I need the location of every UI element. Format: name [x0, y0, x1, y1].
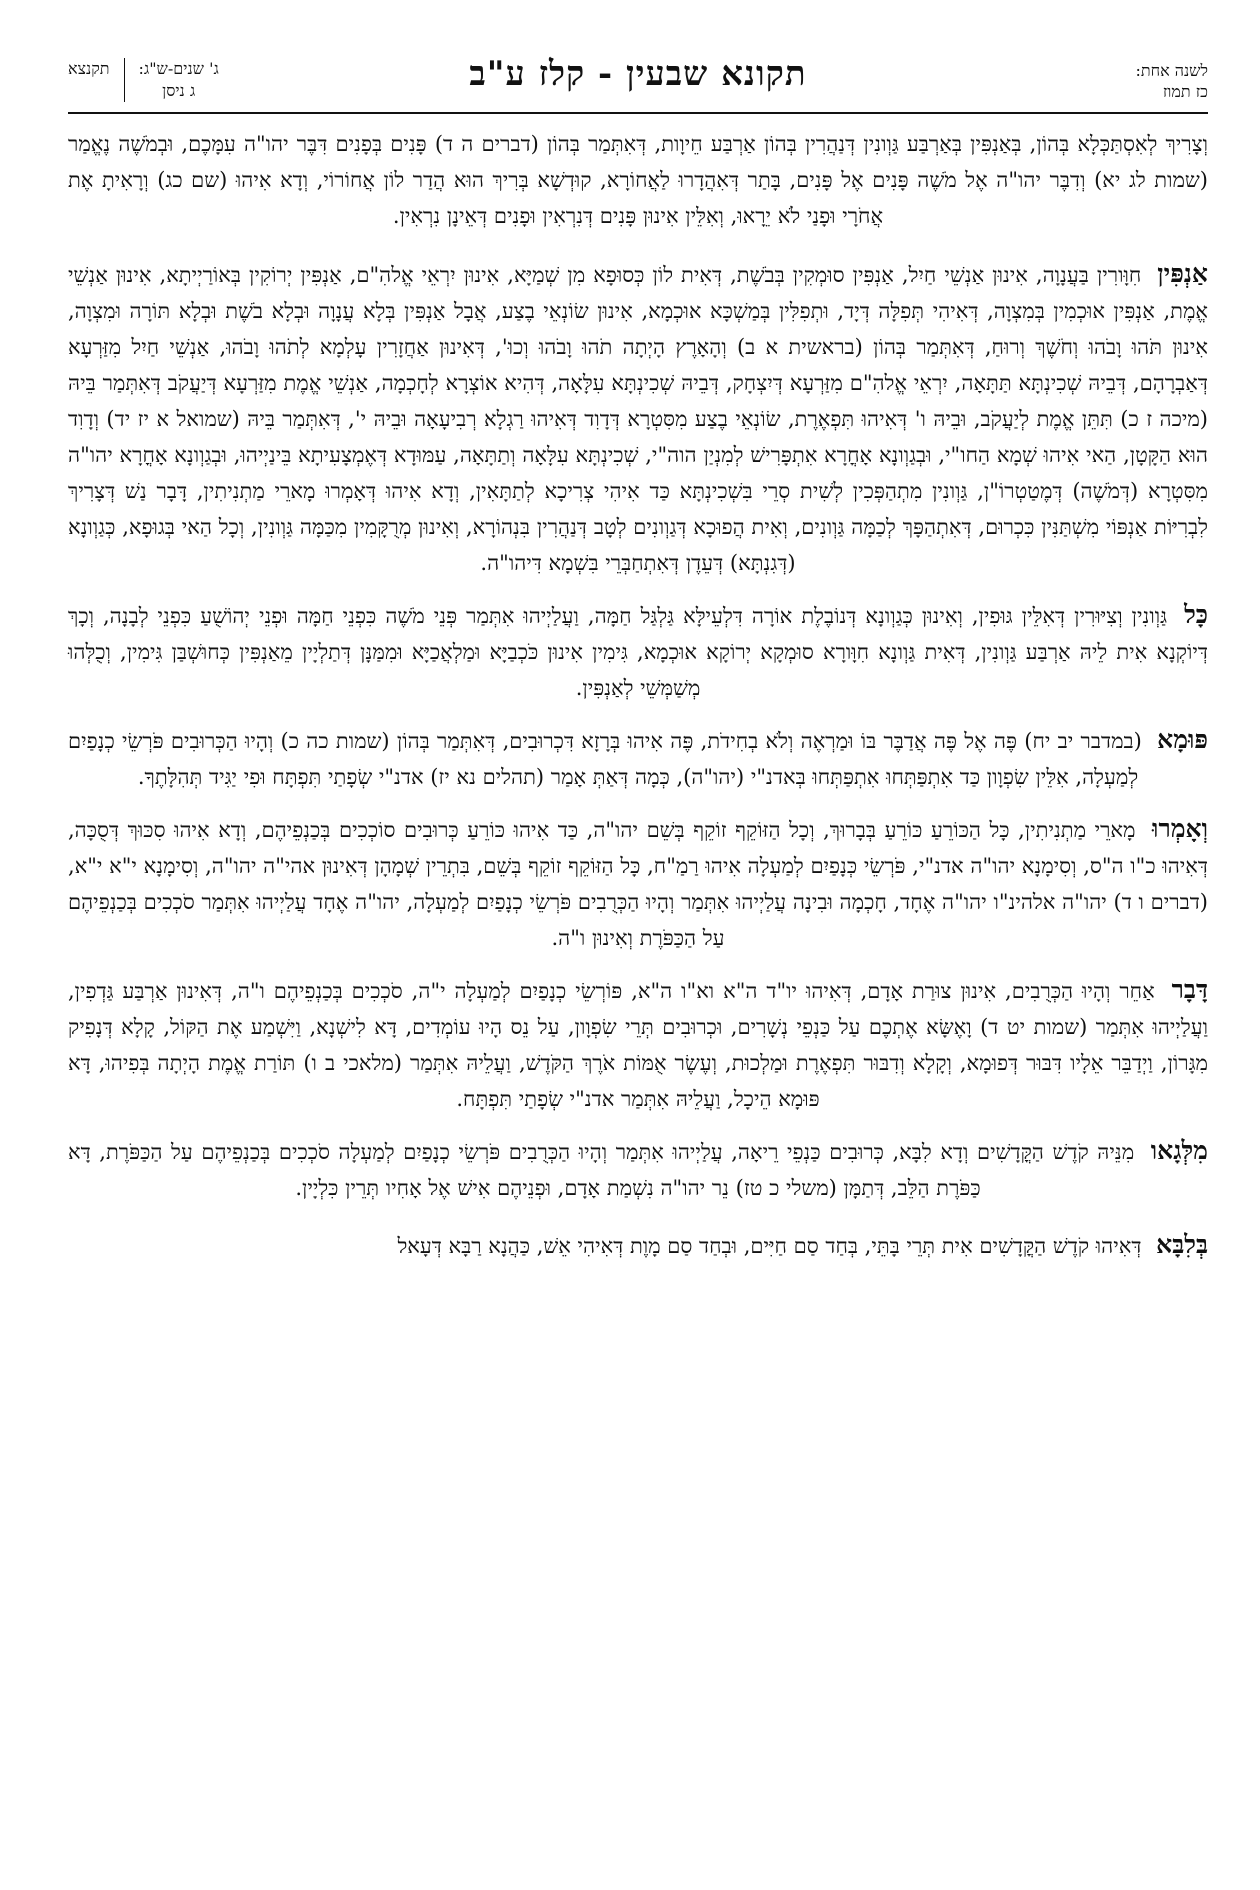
paragraph-lead-word: דָּבָר: [1171, 975, 1208, 1004]
header-left-col1: [139, 58, 219, 102]
paragraph-lead-word: וְאָמְרוּ: [1152, 814, 1208, 843]
header-left-col1-line2: ג ניסן: [162, 81, 196, 100]
paragraph-text: דְּאִיהוּ קֹדֶשׁ הַקֳּדָשִׁים אִית תְּרֵי בָּתֵּי, בְּחַד סַם חַיִּים, וּבְחַד סַם מָוֶת דְּאִיהִי אֵשׁ, כַּהֲנָא רַבָּא דְּעָאל: [397, 1234, 1142, 1258]
header-right-line2: כז תמוז: [1162, 82, 1208, 101]
header-left-col2-line1: תקנצא: [68, 59, 110, 78]
paragraph-lead-word: אַנְפִּין: [1157, 259, 1208, 288]
header-left-col2: [68, 58, 110, 102]
paragraph-6: [68, 972, 1208, 1117]
paragraph-lead-word: בְּלִבָּא: [1156, 1230, 1208, 1259]
paragraph-lead-word: פּוּמָא: [1157, 725, 1209, 754]
paragraph-lead-word: כָּל: [1184, 600, 1208, 629]
paragraph-3: [68, 597, 1208, 706]
paragraph-text: מִנֵּיהּ קֹדֶשׁ הַקֳּדָשִׁים וְדָא לִבָּא, כְּרוּבִים כַּנְפֵי רֵיאָה, עֲלַיְיהוּ אִתְּמַר וְהָיוּ הַכְּרֻבִים פֹּרְשֵׂי כְנָפַיִם לְמַעְלָה סֹכְכִים בְּכַנְפֵיהֶם עַל הַכַּפֹּרֶת, דָּא כַּפֹּרֶת הַלֵּב, דְּתַמָּן (משלי כ טז) נֵר יהו"ה נִשְׁמַת אָדָם, וּפְנֵיהֶם אִישׁ אֶל אָחִיו תְּרֵין כִּלְיָין.: [68, 1140, 1135, 1200]
paragraph-text: אַחֵר וְהָיוּ הַכְּרֻבִים, אִינוּן צוּרַת אָדָם, דְּאִיהוּ יו"ד ה"א וא"ו ה"א, פּוֹרְשֵׂי כְנָפַיִם לְמַעְלָה י"ה, סֹכְכִים בְּכַנְפֵיהֶם ו"ה, דְּאִינוּן אַרְבַּע גַּדְפִין, וַעֲלַיְיהוּ אִתְּמַר (שמות יט ד) וָאֶשָּׂא אֶתְכֶם עַל כַּנְפֵי נְשָׁרִים, וּכְרוּבִים תְּרֵי שִׂפְוָון, עַל נֵס הָיוּ עוֹמְדִים, דָּא לִישְׁנָא, וַיִּשְׁמַע אֶת הַקּוֹל, קָלָא דְּנָפִיק מִגָּרוֹן, וַיְדַבֵּר אֵלָיו דִּבּוּר דְּפוּמָא, וְקָלָא וְדִבּוּר תִּפְאֶרֶת וּמַלְכוּת, וְעֶשֶׂר אֻמּוֹת אֹרֶךְ הַקֹּדֶשׁ, וַעֲלֵיהּ אִתְּמַר (מלאכי ב ו) תּוֹרַת אֱמֶת הָיְתָה בְּפִיהוּ, דָּא פּוּמָא הֵיכָל, וַעֲלֵיהּ אִתְּמַר אדנ"י שְׂפָתַי תִּפְתָּח.: [68, 979, 1208, 1111]
paragraph-text: מָארֵי מַתְנִיתִין, כָּל הַכּוֹרֵעַ כּוֹרֵעַ בְּבָרוּךְ, וְכָל הַזּוֹקֵף זוֹקֵף בְּשֵׁם יהו"ה, כַּד אִיהוּ כּוֹרֵעַ כְּרוּבִים סוֹכְכִים בְּכַנְפֵיהֶם, וְדָא אִיהוּ סִכּוּךְ דְּסֻכָּה, דְּאִיהוּ כ"ו ה"ס, וְסִימָנָא יהו"ה אדנ"י, פֹּרְשֵׂי כְּנָפַיִם לְמַעְלָה אִיהוּ רַמַ"ח, כָּל הַזּוֹקֵף זוֹקֵף בְּשֵׁם, בִּתְרֵין שְׁמָהָן דְּאִינוּן אהי"ה יהו"ה, וְסִימָנָא י"א י"א, (דברים ו ד) יהו"ה אלהינ"ו יהו"ה אֶחָד, חָכְמָה וּבִינָה עֲלַיְיהוּ אִתְּמַר וְהָיוּ הַכְּרֻבִים פֹּרְשֵׂי כְנָפַיִם לְמַעְלָה, יהו"ה אֶחָד עֲלַיְיהוּ אִתְּמַר סֹכְכִים בְּכַנְפֵיהֶם עַל הַכַּפֹּרֶת וְאִינוּן ו"ה.: [68, 818, 1208, 950]
paragraph-lead-word: מִלְּגָאו: [1150, 1136, 1208, 1165]
main-text: [68, 126, 1208, 1264]
page-header: [68, 52, 1208, 114]
paragraph-text: גַּוְונִין וְצִיּוּרִין דְּאִלֵּין גּוּפִין, וְאִינוּן כְּגַוְונָא דְּנוֹבֶלֶת אוֹרָה דִּלְעֵילָּא גַּלְגַּל חַמָּה, וַעֲלַיְיהוּ אִתְּמַר פְּנֵי מֹשֶׁה כִּפְנֵי חַמָּה וּפְנֵי יְהוֹשֻׁעַ כִּפְנֵי לְבָנָה, וְכָךְ דְּיוֹקְנָא אִית לֵיהּ אַרְבַּע גַּוְונִין, דְּאִית גַּוְונָא חִוָּורָא סוּמְקָא יְרוֹקָא אוּכְמָא, גִּימִין אִינוּן כֹּכְבַיָּא וּמַלְאֲכַיָּא וּמִמַּנָּן דְּתַלְיָין מֵאַנְפִּין כְּחוּשְׁבַּן גִּימִין, וְכֻלְּהוּ מְשַׁמְּשֵׁי לְאַנְפִּין.: [68, 604, 1208, 700]
header-left-info: [68, 58, 219, 102]
paragraph-2: [68, 256, 1208, 581]
header-right-line1: לשנה אחת:: [1135, 61, 1208, 80]
paragraph-4: [68, 722, 1208, 795]
paragraph-1: [68, 126, 1208, 234]
paragraph-text: (במדבר יב יח) פֶּה אֶל פֶּה אֲדַבֶּר בּוֹ וּמַרְאֶה וְלֹא בְחִידֹת, פֶּה אִיהוּ בְּרָזָא דִּכְרוּבִים, דְּאִתְּמַר בְּהוֹן (שמות כה כ) וְהָיוּ הַכְּרוּבִים פֹּרְשֵׂי כְנָפַיִם לְמַעְלָה, אִלֵּין שִׂפְוָון כַּד אִתְפַּתְּחוּ אִתְפַּתְּחוּ בְּאדנ"י (יהו"ה), כְּמָה דְּאַתְּ אָמַר (תהלים נא יז) אדנ"י שְׂפָתַי תִּפְתָּח וּפִי יַגִּיד תְּהִלָּתֶךָ.: [68, 729, 1142, 789]
page: [68, 52, 1208, 1285]
header-divider: [124, 58, 125, 102]
header-left-col1-line1: ג' שנים-ש"ג:: [138, 59, 219, 78]
paragraph-8: [68, 1227, 1208, 1264]
paragraph-text: חִוָּורִין בַּעֲנָוָה, אִינוּן אַנְשֵׁי חַיִל, אַנְפִּין סוּמְקִין בְּבֹשֶׁת, דְּאִית לוֹן כְּסוּפָא מִן שְׁמַיָּא, אִינוּן יִרְאֵי אֱלהִ"ם, אַנְפִּין יְרוֹקִין בְּאוֹרַיְיתָא, אִינוּן אַנְשֵׁי אֱמֶת, אַנְפִּין אוּכְמִין בְּמִצְוָה, דְּאִיהִי תְּפִלָּה דְּיָד, וּתְפִלִּין בְּמַשְׁכָּא אוּכְמָא, אִינוּן שׂוֹנְאֵי בֶצַע, אֲבָל אַנְפִּין בְּלָא עֲנָוָה וּבְלָא בֹשֶׁת וּבְלָא תּוֹרָה וּמִצְוָה, אִינוּן תֹּהוּ וָבֹהוּ וְחֹשֶׁךְ וְרוּחַ, דְּאִתְּמַר בְּהוֹן (בראשית א ב) וְהָאָרֶץ הָיְתָה תֹהוּ וָבֹהוּ וְכוּ', דְּאִינוּן אַחֲזָרִין עָלְמָא לְתֹהוּ וָבֹהוּ, אַנְשֵׁי חַיִל מִזַּרְעָא דְּאַבְרָהָם, דְּבֵיהּ שְׁכִינְתָּא תַּתָּאָה, יִרְאֵי אֱלהִ"ם מִזַּרְעָא דְּיִצְחָק, דְּבֵיהּ שְׁכִינְתָּא עִלָּאָה, דְּהִיא אוֹצְרָא לְחָכְמָה, אַנְשֵׁי אֱמֶת מִזַּרְעָא דְּיַעֲקֹב דְּאִתְּמַר בֵּיהּ (מיכה ז כ) תִּתֵּן אֱמֶת לְיַעֲקֹב, וּבֵיהּ ו' דְּאִיהוּ תִּפְאֶרֶת, שׂוֹנְאֵי בֶצַע מִסִּטְרָא דְּדָוִד דְּאִיהוּ רַגְלָא רְבִיעָאָה וּבֵיהּ י', דְּאִתְּמַר בֵּיהּ (שמואל א יז יד) וְדָוִד הוּא הַקָּטָן, הַאי אִיהוּ שְׁמָא הַחו"י, וּבְגַוְונָא אָחֳרָא אִתְפָּרִישׁ לְמִנְיַן הוה"י, שְׁכִינְתָּא עִלָּאָה וְתַתָּאָה, עַמּוּדָא דְּאֶמְצָעִיתָא בֵּינַיְיהוּ, וּבְגַוְונָא אָחֳרָא יהו"ה מִסִּטְרָא (דְּמֹשֶׁה) דְּמֶטַטְרוֹ"ן, גַּוְונִין מִתְהַפְּכִין לְשִׁית סְרֵי בִּשְׁכִינְתָּא כַּד אִיהִי צְרִיכָא לְתַתָּאִין, וְדָא אִיהוּ דְּאָמְרוּ מָארֵי מַתְנִיתִין, דָּבָר נַשׁ דְּצָרִיךְ לִבְרִיּוֹת אַנְפּוֹי מִשְׁתַּנִּין כִּכְרוּם, דְּאִתְהַפָּךְ לְכַמָּה גַּוְונִים, וְאִית הֲפוּכָא דְּגַוְונִים לְטָב דְּנַהֲרִין בִּנְהוֹרָא, וְאִינוּן מְרֻקָּמִין מִכַּמָּה גַּוְונִין, וְכָל הַאי בְּגוּפָא, כְּגַוְונָא (דְּגִנְתָּא) דְּעֵדֶן דְּאִתְחַבְּרֵי בִּשְׁמָא דִּיהו"ה.: [68, 263, 1208, 575]
page-title: תקונא שבעין - קלז ע"ב: [469, 54, 807, 94]
paragraph-5: [68, 811, 1208, 956]
paragraph-7: [68, 1133, 1208, 1206]
paragraph-text: וְצָרִיךְ לְאִסְתַּכְּלָא בְּהוֹן, בְּאַנְפִּין בְּאַרְבַּע גַּוְונִין דְּנַהֲרִין בְּהוֹן אַרְבַּע חֵיוָות, דְּאִתְּמַר בְּהוֹן (דברים ה ד) פָּנִים בְּפָנִים דִּבֶּר יהו"ה עִמָּכֶם, וּבְמֹשֶׁה נֶאֱמַר (שמות לג יא) וְדִבֶּר יהו"ה אֶל מֹשֶׁה פָּנִים אֶל פָּנִים, בָּתַר דְּאִהֲדָרוּ לַאֲחוֹרָא, קוּדְשָׁא בְּרִיךְ הוּא הֲדַר לוֹן אֲחוֹרוֹי, וְדָא אִיהוּ (שם כג) וְרָאִיתָ אֶת אֲחֹרָי וּפָנַי לֹא יֵרָאוּ, וְאִלֵּין אִינוּן פָּנִים דְּנִרְאִין וּפָנִים דְּאֵינָן נִרְאִין.: [68, 132, 1208, 228]
